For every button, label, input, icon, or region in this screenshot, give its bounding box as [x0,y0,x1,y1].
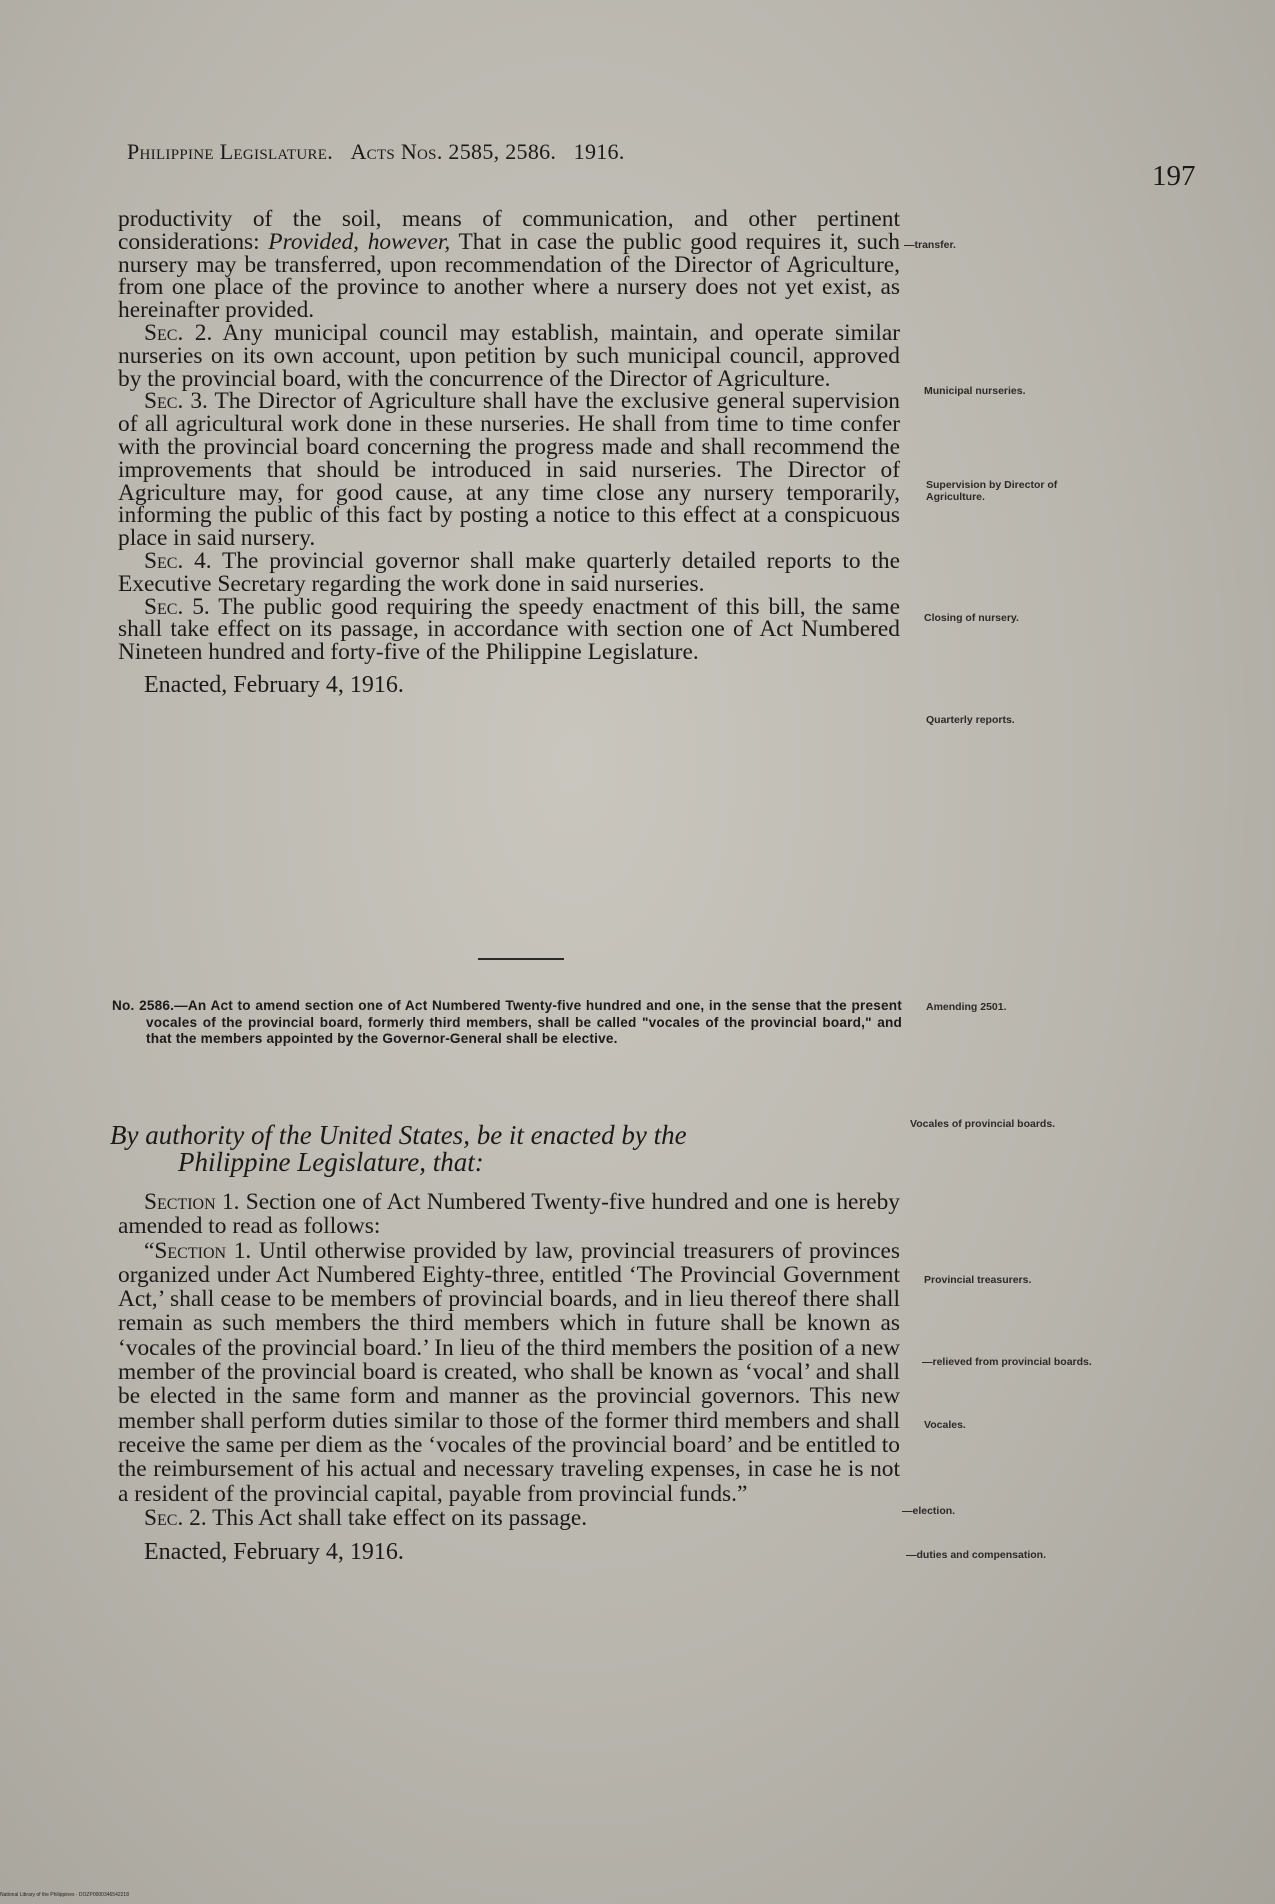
section-1: Section 1. Section one of Act Numbered Twenty-five hundred and one is hereby amended to read as follows: [118,1189,900,1240]
continuation-paragraph: productivity of the soil, means of communication, and other pertinent considerations: Provided, however, That in case the public good requires it, such nursery may be transferred, upon recommendation of the Director of Agriculture, from one place of the province to another where a nursery does not yet exist, as hereinafter provided. [118,206,901,324]
margin-note-relieved: —relieved from provincial boards. [922,1356,1092,1368]
section-2: Sec. 2. Any municipal council may establish, maintain, and operate similar nurseries on its own account, upon petition by such municipal council, approved by the provincial board, with the concurrence of the Director of Agriculture. [118,319,901,392]
margin-note-amending: Amending 2501. [926,1001,1007,1013]
section-label: Sec. 5. [144,593,210,620]
margin-note-closing: Closing of nursery. [924,612,1019,624]
section-3: Sec. 3. The Director of Agriculture shall have the exclusive general supervision of all agricultural work done in these nurseries. He shall from time to time confer with the provincial board concerning the progress made and shall recommend the improvements that should be introduced in said nurseries. The Director of Agriculture may, for good cause, at any time close any nursery temporarily, informing the public of this fact by posting a notice to this effect at a conspicuous place in said nursery. [118,388,900,552]
act-title: No. 2586.—An Act to amend section one of Act Numbered Twenty-five hundred and one, in the sense that the present vocales of the provincial board, formerly third members, shall be called "vocales of the provincial board," and that the members appointed by the Governor-General shall be elective. [112,998,902,1047]
section-label: Sec. 2. [144,319,213,346]
separator-rule [478,958,564,960]
quoted-section-1: “Section 1. Until otherwise provided by law, provincial treasurers of provinces organized under Act Numbered Eighty-three, entitled ‘The Provincial Government Act,’ shall cease to be members of provincial boards, and in lieu thereof there shall remain as such members the third members which in future shall be known as ‘vocales of the provincial board.’ In lieu of the third members the position of a new member of the provincial board is created, who shall be known as ‘vocal’ and shall be elected in the same form and manner as the provincial governors. This new member shall perform duties similar to those of the former third members and shall receive the same per diem as the ‘vocales of the provincial board’ and be entitled to the reimbursement of his actual and necessary traveling expenses, in case he is not a resident of the provincial capital, payable from provincial funds.” [118,1237,900,1507]
section-5: Sec. 5. The public good requiring the speedy enactment of this bill, the same shall take effect on its passage, in accordance with section one of Act Numbered Nineteen hundred and forty-five of the Philippine Legislature. [118,593,900,666]
margin-note-transfer: —transfer. [904,239,956,251]
library-credit: National Library of the Philippines · DOZP0000346542218 [0,1892,129,1898]
enacting-line-2: Philippine Legislature, that: [178,1147,484,1177]
running-header [127,139,625,165]
section-4: Sec. 4. The provincial governor shall make quarterly detailed reports to the Executive Secretary regarding the work done in said nurseries. [118,547,900,597]
margin-note-supervision: Supervision by Director of Agriculture. [926,479,1058,503]
enacted-date: Enacted, February 4, 1916. [144,671,404,698]
header-year: 1916. [573,139,625,164]
enacting-line-1: By authority of the United States, be it enacted by the [110,1120,687,1150]
margin-note-municipal: Municipal nurseries. [924,385,1026,397]
acts-numbers: Acts Nos. 2585, 2586. [350,139,557,164]
margin-note-quarterly: Quarterly reports. [926,714,1015,726]
margin-note-vocales: Vocales. [924,1419,966,1431]
margin-note-treasurers: Provincial treasurers. [924,1274,1032,1286]
proviso: Provided, however, [268,228,451,255]
section-label: Section 1. [144,1189,240,1215]
margin-note-election: —election. [902,1505,956,1517]
section-label: Sec. 4. [144,547,212,574]
enacting-clause [110,1122,900,1176]
act-2586-body [118,1190,900,1564]
section-label: Sec. 2. [144,1504,207,1531]
page-number: 197 [1152,160,1196,192]
margin-note-vocales-boards: Vocales of provincial boards. [910,1118,1056,1130]
margin-note-duties: —duties and compensation. [906,1549,1047,1561]
enacted-date: Enacted, February 4, 1916. [144,1539,404,1566]
act-2585-body [118,208,900,697]
section-label: “Section 1. [144,1237,252,1264]
running-title: Philippine Legislature. [127,139,334,164]
act-2586-summary [112,998,902,1048]
section-2: Sec. 2. This Act shall take effect on its passage. [144,1504,588,1531]
section-label: Sec. 3. [144,388,208,415]
